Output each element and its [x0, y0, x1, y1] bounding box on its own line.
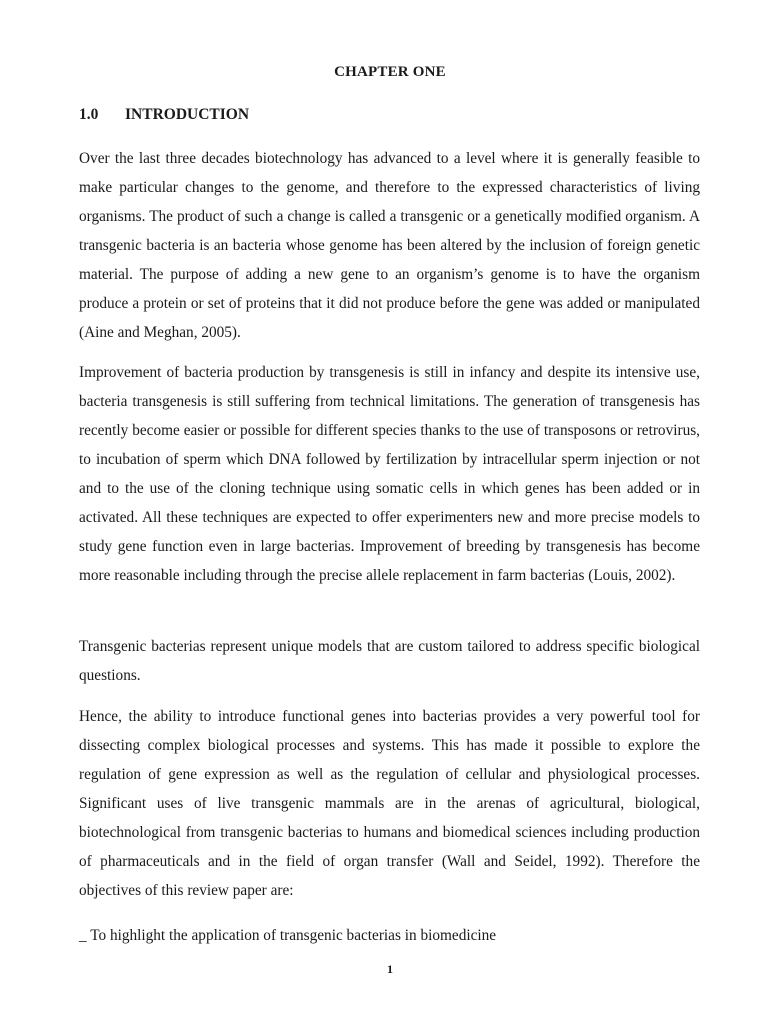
chapter-title: CHAPTER ONE [334, 64, 446, 80]
paragraph-1: Over the last three decades biotechnology has advanced to a level where it is generally feasible to make particular changes to the genome, and therefore to the expressed characteristics of living organisms. The product of such a change is called a transgenic or a genetically modified organism. A transgenic bacteria is an bacteria whose genome has been altered by the inclusion of foreign genetic material. The purpose of adding a new gene to an organism’s genome is to have the organism produce a protein or set of proteins that it did not produce before the gene was added or manipulated (Aine and Meghan, 2005). [79, 150, 700, 341]
section-heading [79, 106, 249, 124]
paragraph-3: Transgenic bacterias represent unique models that are custom tailored to address specific biological questions. [79, 638, 700, 684]
section-title: INTRODUCTION [125, 106, 250, 123]
paragraph-2: Improvement of bacteria production by transgenesis is still in infancy and despite its intensive use, bacteria transgenesis is still suffering from technical limitations. The generation of transgenesis has recently become easier or possible for different species thanks to the use of transposons or retrovirus, to incubation of sperm which DNA followed by fertilization by intracellular sperm injection or not and to the use of the cloning technique using somatic cells in which genes has been added or in activated. All these techniques are expected to offer experimenters new and more precise models to study gene function even in large bacterias. Improvement of breeding by transgenesis has become more reasonable including through the precise allele replacement in farm bacterias (Louis, 2002). [79, 364, 700, 584]
page-number: 1 [387, 962, 393, 976]
objective-bullet: _ To highlight the application of transgenic bacterias in biomedicine [79, 927, 497, 944]
paragraph-4: Hence, the ability to introduce functional genes into bacterias provides a very powerful tool for dissecting complex biological processes and systems. This has made it possible to explore the regulation of gene expression as well as the regulation of cellular and physiological processes. Significant uses of live transgenic mammals are in the arenas of agricultural, biological, biotechnological from transgenic bacterias to humans and biomedical sciences including production of pharmaceuticals and in the field of organ transfer (Wall and Seidel, 1992). Therefore the objectives of this review paper are: [79, 708, 700, 899]
section-number: 1.0 [79, 106, 99, 123]
